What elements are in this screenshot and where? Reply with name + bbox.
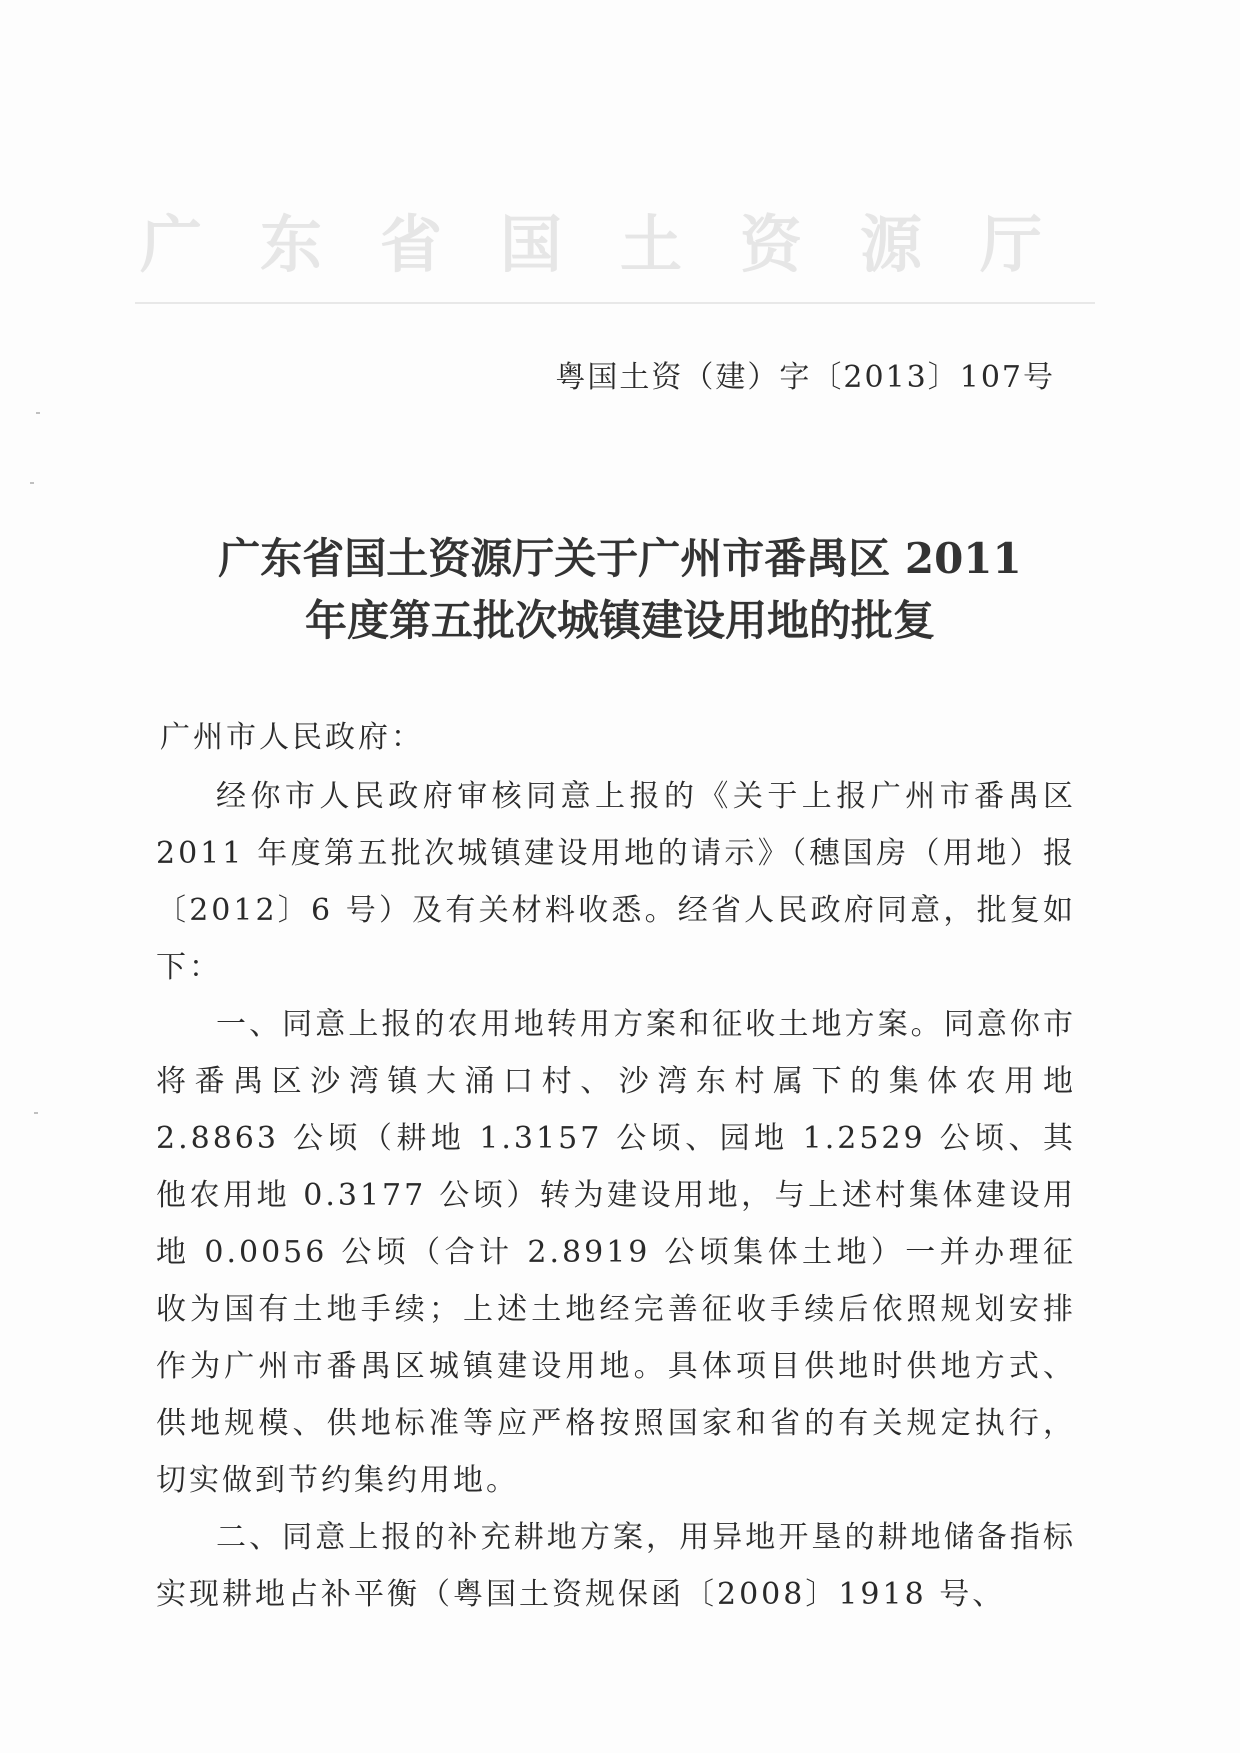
document-number: 粤国土资（建）字〔2013〕107号 — [555, 360, 1055, 395]
letterhead-divider — [135, 302, 1095, 304]
scan-speck — [36, 412, 40, 414]
addressee: 广州市人民政府： — [160, 720, 424, 755]
document-body — [156, 768, 1076, 1623]
document-title-line-1: 广东省国土资源厅关于广州市番禺区 2011 — [218, 534, 1022, 583]
body-paragraph-item-2: 二、同意上报的补充耕地方案，用异地开垦的耕地储备指标实现耕地占补平衡（粤国土资规保函〔2008〕1918 号、 — [156, 1520, 1076, 1612]
body-paragraph-item-1: 一、同意上报的农用地转用方案和征收土地方案。同意你市将番禺区沙湾镇大涌口村、沙湾东村属下的集体农用地 2.8863 公顷（耕地 1.3157 公顷、园地 1.2529 公顷、其他农用地 0.3177 公顷）转为建设用地，与上述村集体建设用地 0.0056 公顷（合计 2.8919 公顷集体土地）一并办理征收为国有土地手续；上述土地经完善征收手续后依照规划安排作为广州市番禺区城镇建设用地。具体项目供地时供地方式、供地规模、供地标准等应严格按照国家和省的有关规定执行，切实做到节约集约用地。 — [156, 1007, 1076, 1498]
document-title-line-2: 年度第五批次城镇建设用地的批复 — [304, 596, 935, 645]
letterhead-org-name: 广东省国土资源厅 — [140, 208, 1101, 281]
body-paragraph-intro: 经你市人民政府审核同意上报的《关于上报广州市番禺区 2011 年度第五批次城镇建设用地的请示》（穗国房（用地）报〔2012〕6 号）及有关材料收悉。经省人民政府同意，批复如下： — [156, 779, 1076, 985]
document-title — [150, 528, 1090, 652]
scan-speck — [30, 482, 34, 484]
scan-speck — [34, 1112, 38, 1114]
